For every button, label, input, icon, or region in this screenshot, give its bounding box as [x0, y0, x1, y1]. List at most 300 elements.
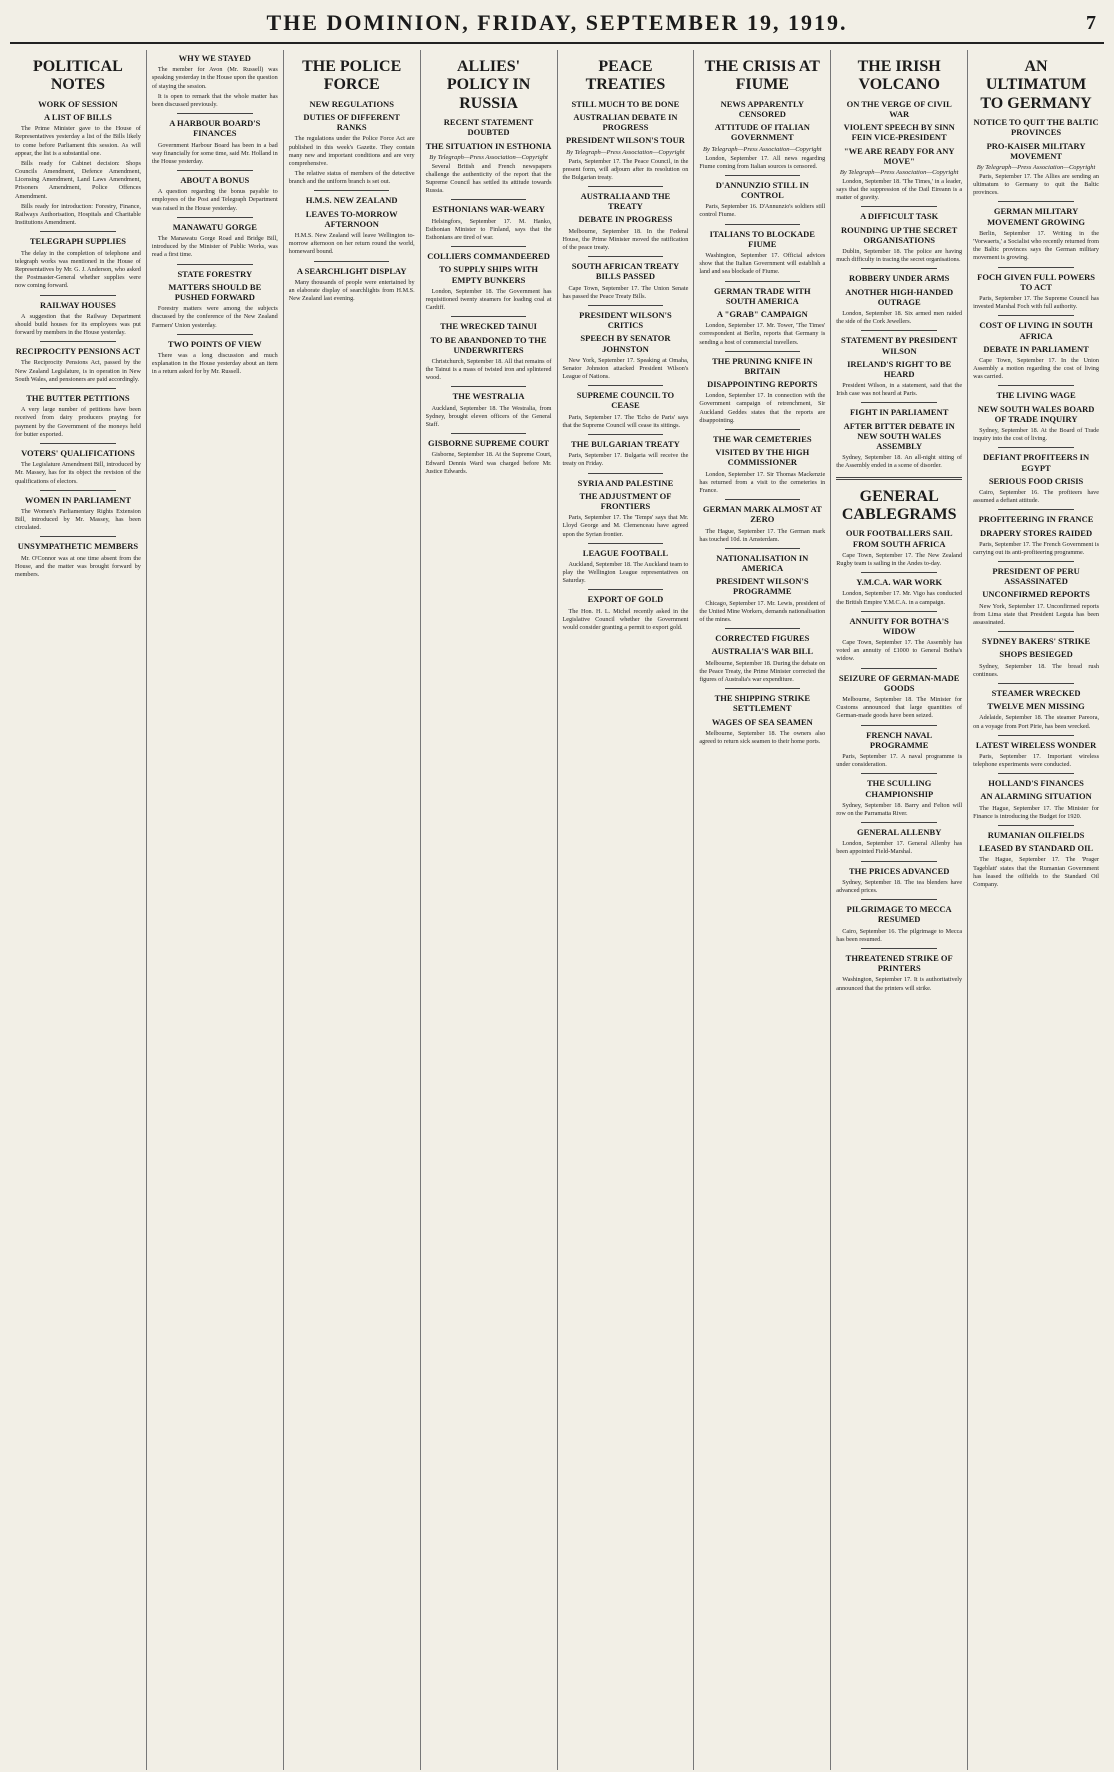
divider	[861, 822, 937, 823]
paragraph: Cape Town, September 17. In the Union Assembly a motion regarding the cost of living was carried.	[973, 356, 1099, 381]
paragraph: The Hon. H. L. Michel recently asked in the Legislative Council whether the Government would consider granting a permit to export gold.	[562, 607, 689, 632]
subheading: THE PRUNING KNIFE IN BRITAIN	[712, 355, 813, 376]
subheading: AUSTRALIA'S WAR BILL	[711, 646, 814, 657]
subheading: PRESIDENT WILSON'S TOUR	[565, 135, 685, 146]
article	[973, 773, 1099, 821]
divider	[588, 256, 664, 257]
paragraph: Paris, September 17. The Supreme Council has invested Marshal Foch with full authority.	[973, 294, 1099, 311]
divider	[998, 631, 1074, 632]
divider	[725, 281, 801, 282]
subheading: A "GRAB" CAMPAIGN	[716, 308, 808, 319]
subheading: VISITED BY THE HIGH COMMISSIONER	[715, 447, 810, 468]
subheading: TWELVE MEN MISSING	[987, 701, 1085, 712]
divider	[861, 773, 937, 774]
subheading: UNCONFIRMED REPORTS	[982, 589, 1090, 600]
subheading: GISBORNE SUPREME COURT	[428, 438, 550, 449]
paragraph: Many thousands of people were entertained by an elaborate display of searchlights from H.M.S. New Zealand last evening.	[288, 278, 415, 303]
paragraph: Paris, September 17. Important wireless telephone experiments were conducted.	[973, 752, 1099, 769]
paragraph: Sydney, September 18. The bread rush continues.	[973, 662, 1099, 678]
subheading: WORK OF SESSION	[38, 98, 118, 109]
paragraph: Bills ready for Cabinet decision: Shops Councils Amendment, Defence Amendment, Licensing Amendment, Land Laws Amendment, Prisoners Amendment, Police Offences Amendment.	[15, 159, 141, 200]
subheading: RECENT STATEMENT DOUBTED	[443, 117, 534, 138]
paragraph: The Women's Parliamentary Rights Extension Bill, introduced by Mr. Massey, has been circulated.	[15, 507, 141, 532]
divider	[861, 572, 937, 573]
subheading: SHOPS BESIEGED	[999, 649, 1073, 660]
subheading: STATE FORESTRY	[177, 268, 253, 279]
paragraph: H.M.S. New Zealand will leave Wellington to-morrow afternoon on her return round the world, homeward bound.	[288, 232, 415, 256]
article	[15, 58, 141, 227]
divider	[725, 548, 801, 549]
paragraph: Auckland, September 18. The Westralia, from Sydney, brought eleven officers of the General Staff.	[425, 404, 552, 429]
divider	[998, 509, 1074, 510]
divider	[588, 385, 664, 386]
paragraph: There was a long discussion and much explanation in the House yesterday about an item in a return asked for by Mr. Russell.	[151, 351, 278, 376]
subheading: UNSYMPATHETIC MEMBERS	[17, 541, 139, 552]
subheading: WHY WE STAYED	[178, 53, 251, 63]
subheading: ANNUITY FOR BOTHA'S WIDOW	[849, 615, 949, 636]
divider	[40, 341, 116, 342]
article	[426, 316, 552, 382]
subheading: SUPREME COUNCIL TO CEASE	[576, 390, 675, 411]
divider	[40, 388, 116, 389]
paragraph: A question regarding the bonus payable to employees of the Post and Telegraph Department was raised in the House yesterday.	[151, 188, 278, 212]
page-number: 7	[1086, 12, 1096, 34]
divider	[861, 861, 937, 862]
paragraph: The Reciprocity Pensions Act, passed by the New Zealand Legislature, is in operation in New South Wales, and pensioners are paid accordingly.	[15, 359, 141, 383]
paragraph: New York, September 17. Unconfirmed reports from Lima state that President Leguia has been assassinated.	[973, 602, 1099, 627]
article	[152, 264, 278, 330]
headline: AN ULTIMATUM TO GERMANY	[980, 58, 1092, 112]
subheading: THE SHIPPING STRIKE SETTLEMENT	[714, 693, 811, 714]
divider	[861, 402, 937, 403]
divider	[725, 351, 801, 352]
article	[563, 186, 689, 252]
paragraph: Cape Town, September 17. The New Zealand Rugby team is sailing in the Andes to-day.	[836, 551, 963, 567]
subheading: ON THE VERGE OF CIVIL WAR	[846, 98, 952, 119]
divider	[177, 170, 253, 171]
headline: PEACE TREATIES	[585, 58, 666, 94]
article	[973, 315, 1099, 381]
subheading: IRELAND'S RIGHT TO BE HEARD	[847, 358, 952, 379]
article	[973, 825, 1099, 889]
divider	[40, 231, 116, 232]
divider	[998, 773, 1074, 774]
divider	[451, 199, 527, 200]
article	[699, 429, 825, 495]
divider	[725, 628, 801, 629]
columns	[10, 50, 1104, 1770]
article	[836, 773, 962, 818]
subheading: SYRIA AND PALESTINE	[577, 477, 674, 488]
subheading: COLLIERS COMMANDEERED	[427, 251, 550, 262]
subheading: ESTHONIANS WAR-WEARY	[432, 204, 545, 215]
article	[836, 948, 962, 993]
divider	[177, 334, 253, 335]
divider	[588, 543, 664, 544]
paragraph: The Hague, September 17. The Minister for Finance is introducing the Budget for 1920.	[973, 804, 1099, 820]
subheading: AUSTRALIAN DEBATE IN PROGRESS	[573, 111, 678, 133]
paragraph: Gisborne, September 18. At the Supreme Court, Edward Dennis Ward was charged before Mr. Justice Edwards.	[425, 451, 552, 475]
column-6	[694, 50, 831, 1770]
subheading: SOUTH AFRICAN TREATY BILLS PASSED	[571, 261, 680, 282]
paragraph: Cape Town, September 17. The Assembly has voted an annuity of £1000 to General Botha's widow.	[836, 639, 963, 663]
paragraph: Adelaide, September 18. The steamer Pareora, on a voyage from Port Pirie, has been wrecked.	[973, 714, 1099, 730]
subheading: SEIZURE OF GERMAN-MADE GOODS	[838, 672, 960, 693]
headline: THE IRISH VOLCANO	[857, 58, 941, 94]
article	[152, 170, 278, 213]
subheading: TWO POINTS OF VIEW	[167, 338, 262, 349]
subheading: TELEGRAPH SUPPLIES	[29, 236, 126, 247]
paragraph: Auckland, September 18. The Auckland team to play the Wellington League representatives on Saturday.	[562, 560, 689, 585]
article	[289, 58, 415, 186]
paragraph: A very large number of petitions have been received from dairy producers praying for payment by the Government of the moneys held for butter exported.	[15, 406, 141, 438]
subheading: GENERAL ALLENBY	[857, 827, 942, 838]
column-3	[284, 50, 421, 1770]
subheading: PRESIDENT WILSON'S CRITICS	[579, 309, 672, 331]
subheading: SERIOUS FOOD CRISIS	[988, 475, 1084, 486]
paragraph: Cape Town, September 17. The Union Senate has passed the Peace Treaty Bills.	[562, 284, 689, 300]
paragraph: Paris, September 16. D'Annunzio's soldiers still control Fiume.	[699, 203, 826, 219]
article	[836, 611, 962, 664]
paragraph: The Prime Minister gave to the House of Representatives yesterday a list of the Bills likely to come before Parliament this session. As will appear, the list is a substantial one.	[15, 125, 141, 157]
headline: POLITICAL NOTES	[33, 58, 123, 94]
paragraph: London, September 17. Mr. Vigo has conducted the British Empire Y.M.C.A. in a campaign.	[836, 590, 963, 606]
paragraph: The member for Avon (Mr. Russell) was speaking yesterday in the House upon the question of staying the session.	[151, 66, 278, 90]
paragraph: Washington, September 17. Official advices show that the Italian Government will establish a land and sea blockade of Fiume.	[699, 252, 826, 276]
divider	[177, 264, 253, 265]
paragraph: Paris, September 17. The French Government is carrying out its anti-profiteering programme.	[973, 540, 1099, 556]
subheading: HOLLAND'S FINANCES	[988, 778, 1084, 789]
subheading: DRAPERY STORES RAIDED	[980, 527, 1093, 538]
subheading: RAILWAY HOUSES	[40, 299, 116, 310]
article	[15, 341, 141, 384]
subheading: VIOLENT SPEECH BY SINN FEIN VICE-PRESIDENT	[843, 122, 955, 143]
subheading: THE ADJUSTMENT OF FRONTIERS	[579, 490, 672, 511]
paragraph: Bills ready for introduction: Forestry, Finance, Railways Authorisation, Hospitals and Charitable Institutions Amendment.	[15, 202, 141, 227]
paragraph: London, September 18. 'The Times,' in a leader, says that the suppression of the Dail Eireann is a matter of gravity.	[836, 177, 963, 202]
article	[973, 683, 1099, 731]
article	[836, 725, 962, 770]
article	[699, 499, 825, 544]
dateline: By Telegraph—Press Association—Copyright	[429, 153, 548, 161]
subheading: COST OF LIVING IN SOUTH AFRICA	[979, 320, 1093, 341]
paragraph: Dublin, September 18. The police are having much difficulty in tracing the secret organisations.	[836, 248, 963, 264]
subheading: THE BUTTER PETITIONS	[26, 393, 130, 404]
paragraph: The Hague, September 17. The 'Prager Tageblatt' states that the Rumanian Government has leased the oilfields to the Standard Oil Company.	[973, 856, 1099, 888]
subheading: THE WAR CEMETERIES	[713, 434, 812, 445]
subheading: LATEST WIRELESS WONDER	[975, 739, 1097, 750]
subheading: THE BULGARIAN TREATY	[571, 439, 680, 450]
paragraph: Washington, September 17. It is authoritatively announced that the printers will strike.	[836, 976, 963, 992]
headline: GENERAL CABLEGRAMS	[841, 487, 957, 523]
subheading: THE LIVING WAGE	[996, 390, 1076, 401]
paragraph: Mr. O'Connor was at one time absent from the House, and the matter was brought forward by members.	[15, 554, 141, 579]
subheading: ABOUT A BONUS	[180, 175, 250, 186]
subheading: STILL MUCH TO BE DONE	[571, 98, 680, 109]
dateline: By Telegraph—Press Association—Copyright	[976, 163, 1096, 171]
divider	[998, 825, 1074, 826]
subheading: NATIONALISATION IN AMERICA	[716, 552, 809, 574]
article	[15, 388, 141, 439]
paragraph: London, September 17. General Allenby has been appointed Field-Marshal.	[836, 840, 963, 856]
subheading: Y.M.C.A. WAR WORK	[856, 577, 943, 588]
article	[152, 217, 278, 260]
article	[15, 231, 141, 290]
article	[836, 861, 962, 896]
paragraph: London, September 18. The Government has requisitioned twenty steamers for loading coal at Cardiff.	[425, 287, 552, 312]
paragraph: The regulations under the Police Force Act are published in this week's Gazette. They contain many new and important conditions and are very comprehensive.	[288, 135, 415, 167]
divider	[861, 725, 937, 726]
article	[973, 58, 1099, 197]
subheading: RECIPROCITY PENSIONS ACT	[15, 346, 141, 357]
subheading: MANAWATU GORGE	[172, 221, 257, 232]
article	[15, 490, 141, 533]
subheading: SPEECH BY SENATOR JOHNSTON	[580, 333, 671, 354]
subheading: PRESIDENT WILSON'S PROGRAMME	[716, 576, 809, 597]
divider	[998, 561, 1074, 562]
article	[152, 334, 278, 377]
divider	[725, 429, 801, 430]
masthead	[10, 8, 1104, 44]
paragraph: The Hague, September 17. The German mark has touched 10d. in Amsterdam.	[699, 527, 826, 543]
divider	[588, 589, 664, 590]
subheading: DUTIES OF DIFFERENT RANKS	[303, 111, 400, 133]
subheading: TO BE ABANDONED TO THE UNDERWRITERS	[430, 334, 547, 355]
subheading: FIGHT IN PARLIAMENT	[849, 407, 949, 418]
article	[426, 246, 552, 312]
article	[563, 256, 689, 301]
article	[563, 473, 689, 539]
article	[15, 295, 141, 338]
divider	[725, 224, 801, 225]
paragraph: Melbourne, September 18. During the debate on the Peace Treaty, the Prime Minister corrected the figures of Australia's war expenditure.	[699, 659, 826, 683]
divider	[998, 201, 1074, 202]
divider	[998, 385, 1074, 386]
article	[973, 631, 1099, 679]
article	[152, 53, 278, 109]
subheading: STEAMER WRECKED	[991, 687, 1081, 698]
paragraph: Melbourne, September 18. The Minister for Customs announced that large quantities of German-made goods have been seized.	[836, 696, 963, 720]
article	[699, 58, 825, 171]
subheading: FOCH GIVEN FULL POWERS TO ACT	[977, 271, 1095, 292]
subheading: LEASED BY STANDARD OIL	[979, 843, 1094, 854]
subheading: ANOTHER HIGH-HANDED OUTRAGE	[845, 286, 954, 307]
divider	[588, 186, 664, 187]
subheading: OUR FOOTBALLERS SAIL FROM SOUTH AFRICA	[845, 528, 953, 549]
paragraph: The relative status of members of the detective branch and the uniform branch is set out.	[288, 170, 415, 186]
article	[563, 543, 689, 586]
subheading: THE PRICES ADVANCED	[848, 865, 950, 876]
paragraph: Christchurch, September 18. All that remains of the Tainui is a mass of twisted iron and splintered wood.	[425, 357, 552, 382]
subheading: LEAVES TO-MORROW AFTERNOON	[305, 208, 398, 229]
divider	[998, 683, 1074, 684]
article	[973, 201, 1099, 262]
paragraph: Sydney, September 18. Barry and Felton will row on the Parramatta River.	[836, 801, 963, 817]
divider	[40, 295, 116, 296]
article	[836, 822, 962, 857]
paragraph: London, September 17. In connection with the Government campaign of retrenchment, Sir Auckland Geddes states that the reports are disappointing.	[699, 392, 826, 424]
article	[289, 190, 415, 256]
divider	[314, 190, 390, 191]
subheading: THE WESTRALIA	[452, 391, 525, 402]
subheading: PILGRIMAGE TO MECCA RESUMED	[846, 904, 952, 925]
paragraph: Paris, September 17. The 'Echo de Paris' says that the Supreme Council will cease its sittings.	[562, 413, 689, 429]
subheading: FRENCH NAVAL PROGRAMME	[866, 729, 933, 750]
subheading: THE SITUATION IN ESTHONIA	[425, 140, 552, 151]
dateline: By Telegraph—Press Association—Copyright	[566, 148, 685, 156]
divider	[836, 477, 962, 480]
divider	[451, 246, 527, 247]
paragraph: Paris, September 17. Bulgaria will receive the treaty on Friday.	[562, 452, 689, 468]
article	[152, 113, 278, 166]
article	[699, 628, 825, 684]
paragraph: The Manawatu Gorge Road and Bridge Bill, introduced by the Minister of Public Works, was read a first time.	[151, 235, 278, 259]
column-1	[10, 50, 147, 1770]
subheading: AUSTRALIA AND THE TREATY	[580, 191, 671, 212]
paragraph: Paris, September 17. A naval programme is under consideration.	[836, 752, 963, 769]
subheading: "WE ARE READY FOR ANY MOVE"	[843, 145, 955, 166]
column-8	[968, 50, 1104, 1770]
article	[699, 281, 825, 347]
paragraph: Cairo, September 16. The profiteers have assumed a defiant attitude.	[973, 488, 1099, 505]
divider	[861, 948, 937, 949]
article	[563, 589, 689, 632]
article	[563, 385, 689, 430]
subheading: VOTERS' QUALIFICATIONS	[21, 447, 135, 458]
article	[973, 385, 1099, 443]
subheading: AN ALARMING SITUATION	[980, 791, 1092, 802]
article	[973, 509, 1099, 557]
article	[15, 536, 141, 579]
article	[836, 268, 962, 326]
article	[563, 58, 689, 182]
subheading: DISAPPOINTING REPORTS	[707, 379, 818, 390]
article	[973, 447, 1099, 505]
paragraph: Sydney, September 18. The tea blenders have advanced prices.	[836, 878, 963, 894]
subheading: LEAGUE FOOTBALL	[582, 547, 669, 558]
subheading: DEBATE IN PARLIAMENT	[983, 343, 1089, 354]
article	[836, 330, 962, 398]
subheading: NOTICE TO QUIT THE BALTIC PROVINCES	[973, 117, 1099, 138]
subheading: ROUNDING UP THE SECRET ORGANISATIONS	[841, 224, 958, 245]
article	[699, 688, 825, 746]
divider	[40, 536, 116, 537]
headline: THE CRISIS AT FIUME	[704, 58, 820, 94]
article	[699, 548, 825, 624]
divider	[725, 175, 801, 176]
paragraph: Forestry matters were among the subjects discussed by the conference of the New Zealand Farmers' Union yesterday.	[151, 305, 278, 329]
dateline: By Telegraph—Press Association—Copyright	[839, 168, 959, 176]
subheading: THREATENED STRIKE OF PRINTERS	[845, 952, 953, 974]
article	[973, 735, 1099, 770]
masthead-title: THE DOMINION, FRIDAY, SEPTEMBER 19, 1919.	[266, 10, 848, 35]
paragraph: The delay in the completion of telephone and telegraph works was mentioned in the House of Representatives by Mr. G. J. Anderson, who asked the Postmaster-General whether supplies were now coming forward.	[15, 249, 141, 290]
article	[836, 899, 962, 944]
paragraph: London, September 17. Mr. Tower, 'The Times' correspondent at Berlin, reports that Germany is sending a host of commercial travellers.	[699, 322, 826, 346]
divider	[314, 261, 390, 262]
subheading: STATEMENT BY PRESIDENT WILSON	[841, 335, 958, 356]
divider	[861, 330, 937, 331]
subheading: RUMANIAN OILFIELDS	[987, 830, 1085, 841]
headline: ALLIES' POLICY IN RUSSIA	[446, 58, 531, 112]
article	[836, 668, 962, 721]
divider	[451, 433, 527, 434]
paragraph: Cairo, September 16. The pilgrimage to Mecca has been resumed.	[836, 927, 963, 943]
subheading: A HARBOUR BOARD'S FINANCES	[169, 118, 261, 139]
subheading: THE WRECKED TAINUI	[440, 321, 537, 332]
paragraph: The Legislature Amendment Bill, introduced by Mr. Massey, has for its object the revision of the qualifications of electors.	[15, 461, 141, 485]
subheading: ROBBERY UNDER ARMS	[848, 273, 950, 284]
article	[836, 58, 962, 202]
paragraph: A suggestion that the Railway Department should build houses for its employees was put forward by members in the House yesterday.	[15, 312, 141, 337]
subheading: DEBATE IN PROGRESS	[578, 214, 673, 225]
article	[973, 267, 1099, 312]
subheading: PRESIDENT OF PERU ASSASSINATED	[992, 566, 1080, 587]
divider	[177, 217, 253, 218]
paragraph: Government Harbour Board has been in a bad way financially for some time, said Mr. Holland in the House yesterday.	[151, 141, 278, 165]
subheading: THE SCULLING CHAMPIONSHIP	[865, 778, 934, 799]
article	[699, 351, 825, 425]
subheading: GERMAN MILITARY MOVEMENT GROWING	[987, 206, 1085, 227]
column-2	[147, 50, 284, 1770]
paragraph: Paris, September 17. The Allies are sending an ultimatum to Germany to quit the Baltic provinces.	[973, 172, 1099, 197]
subheading: ATTITUDE OF ITALIAN GOVERNMENT	[714, 122, 810, 143]
subheading: MATTERS SHOULD BE PUSHED FORWARD	[168, 281, 262, 302]
divider	[861, 611, 937, 612]
paragraph: London, September 17. All news regarding Fiume coming from Italian sources is censored.	[699, 154, 826, 170]
paragraph: London, September 17. Sir Thomas Mackenzie has returned from a visit to the cemeteries in France.	[699, 470, 826, 494]
article	[836, 572, 962, 607]
subheading: TO SUPPLY SHIPS WITH EMPTY BUNKERS	[439, 264, 539, 285]
article	[289, 261, 415, 304]
article	[699, 224, 825, 277]
subheading: A LIST OF BILLS	[44, 111, 112, 122]
subheading: PROFITEERING IN FRANCE	[978, 514, 1094, 525]
divider	[588, 305, 664, 306]
dateline: By Telegraph—Press Association—Copyright	[703, 145, 822, 153]
subheading: H.M.S. NEW ZEALAND	[305, 195, 398, 206]
divider	[451, 316, 527, 317]
subheading: NEW SOUTH WALES BOARD OF TRADE INQUIRY	[977, 403, 1095, 424]
subheading: DEFIANT PROFITEERS IN EGYPT	[983, 452, 1090, 473]
subheading: NEWS APPARENTLY CENSORED	[720, 98, 804, 119]
subheading: ITALIANS TO BLOCKADE FIUME	[709, 228, 815, 249]
paragraph: It is open to remark that the whole matter has been discussed previously.	[151, 92, 278, 108]
paragraph: Several British and French newspapers challenge the authenticity of the report that the Supreme Council has settled its attitude towards Russia.	[425, 162, 552, 195]
paragraph: Sydney, September 18. At the Board of Trade inquiry into the cost of living.	[973, 427, 1099, 443]
divider	[998, 315, 1074, 316]
article	[973, 561, 1099, 627]
subheading: WAGES OF SEA SEAMEN	[711, 716, 813, 727]
divider	[40, 490, 116, 491]
subheading: GERMAN TRADE WITH SOUTH AMERICA	[714, 285, 811, 306]
subheading: A DIFFICULT TASK	[860, 211, 939, 222]
subheading: CORRECTED FIGURES	[715, 633, 810, 644]
article	[15, 443, 141, 486]
subheading: AFTER BITTER DEBATE IN NEW SOUTH WALES ASSEMBLY	[843, 420, 955, 452]
subheading: A SEARCHLIGHT DISPLAY	[296, 265, 407, 276]
divider	[998, 735, 1074, 736]
article	[426, 386, 552, 429]
divider	[998, 447, 1074, 448]
article	[836, 402, 962, 470]
subheading: PRO-KAISER MILITARY MOVEMENT	[986, 140, 1086, 161]
article	[426, 199, 552, 242]
subheading: EXPORT OF GOLD	[587, 594, 664, 605]
paragraph: President Wilson, in a statement, said that the Irish case was not heard at Paris.	[836, 382, 963, 398]
paragraph: Helsingfors, September 17. M. Hanko, Esthonian Minister to Finland, says that the Esthonians are tired of war.	[425, 217, 552, 242]
divider	[861, 268, 937, 269]
